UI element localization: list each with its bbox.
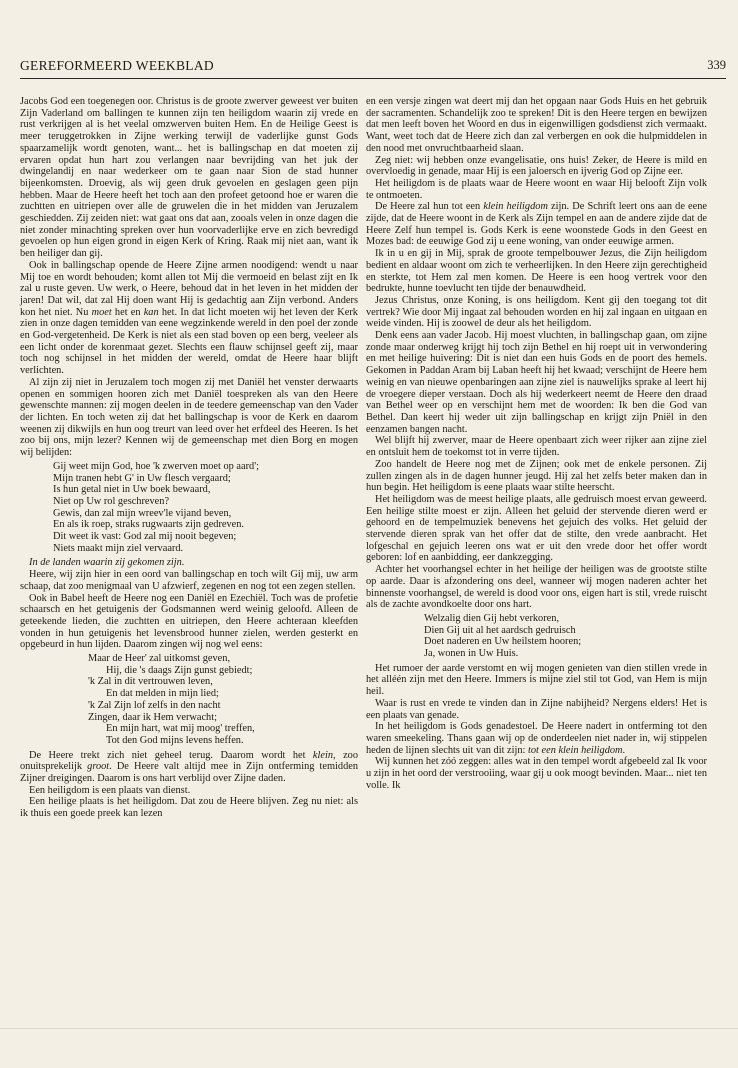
paragraph-text: Een heiligdom is een plaats van dienst. (29, 784, 191, 796)
poem-line: En dat melden in mijn lied; (106, 688, 219, 700)
paragraph (20, 593, 358, 652)
poem-line: Gij weet mijn God, hoe 'k zwerven moet op aard'; (53, 460, 259, 472)
page-number: 339 (707, 58, 726, 72)
paragraph-text: zijn. De Schrift leert ons aan de eene zijde, dat de Heere woont in de Kerk als Zijn tempel en aan de andere zijde dat de Heere Zelf hun tempel is. Gods Kerk is eene woonstede Gods in den Geest en Mozes bad: de eeuwige God zij u eene woning, van onder eeuwige armen. (366, 201, 707, 248)
paragraph (366, 721, 707, 756)
paragraph (366, 698, 707, 721)
poem-line: Tot den God mijns levens heffen. (106, 734, 244, 746)
paragraph-text: Het heiligdom is de plaats waar de Heere woont en waar Hij belooft Zijn volk te ontmoeten. (366, 177, 707, 201)
paragraph-text: het en (111, 306, 144, 318)
paragraph (20, 796, 358, 819)
left-column (20, 96, 358, 820)
poem-stanza (20, 461, 358, 555)
poem-line: Zingen, daar ik Hem verwacht; (88, 711, 217, 723)
poem-line: Mijn tranen hebt G' in Uw flesch vergaard; (53, 472, 231, 484)
paragraph (366, 330, 707, 435)
paragraph (20, 750, 358, 785)
paragraph (366, 494, 707, 564)
paragraph (366, 201, 707, 248)
italic-text: kan (143, 306, 159, 318)
poem-line: Dien Gij uit al het aardsch gedruisch (424, 624, 576, 636)
paragraph-text: De Heere zal hun tot een (375, 201, 484, 213)
paragraph (20, 377, 358, 459)
italic-text: tot een klein heiligdom (528, 744, 623, 756)
paragraph-text: Achter het voorhangsel echter in het heilige der heiligen was de grootste stilte op aarde. Daar is afzondering ons deel, wanneer wij mogen naderen achter het binnenste voorhangsel, de wereld is dood voor ons, eigen hart is stil, vrede ruischt als de zachte avondkoelte door ons hart. (366, 564, 707, 611)
paragraph-text: Zeg niet: wij hebben onze evangelisatie, ons huis! Zeker, de Heere is mild en overvloedig in genade, maar Hij is een jaloersch en ijverig God op Zijne eer. (366, 154, 707, 178)
poem-line: Welzalig dien Gij hebt verkoren, (424, 612, 560, 624)
paragraph-text: Heere, wij zijn hier in een oord van ballingschap en toch wilt Gij mij, uw arm schaap, dat zoo menigmaal van U afzwierf, zegenen en nog tot een zegen stellen. (20, 569, 358, 592)
paragraph-text: Ook in Babel heeft de Heere nog een Daniël en Ezechiël. Toch was de profetie schaarsch en het getuigenis der Godsmannen werd weinig geloofd. Alleen de geteekende lieden, die zuchtten en uitriepen, den Heere achteraan kleefden vonden in hun getuigenis het levensbrood hunner zielen, werden gesterkt en opgebeurd in hun lijden. Daarom zingen wij nog wel eens: (20, 592, 358, 651)
italic-text: klein (312, 749, 334, 761)
poem-line: Niets maakt mijn ziel vervaard. (53, 542, 184, 554)
paragraph-text: Ook in ballingschap opende de Heere Zijne armen noodigend: wendt u naar Mij toe en wordt behouden; komt allen tot Mij die vermoeid en belast zijt en Ik zal u ruste geven. Uw werk, o Heere, behoud dat in het leven in het midden der jaren! Dat wil, dat zal Hij doen want Hij is gedachtig aan Zijn verbond. Anders kon het niet. Nu (20, 259, 358, 318)
poem-line: Maar de Heer' zal uitkomst geven, (88, 653, 231, 665)
paragraph-text: Zoo handelt de Heere nog met de Zijnen; ook met de enkele personen. Zij zullen zingen als in de dagen hunner jeugd. Hij zal het zelfs beter maken dan in hun begin. Het heiligdom is eene plaats waar stilte heerscht. (366, 458, 707, 494)
paragraph-text: Jezus Christus, onze Koning, is ons heiligdom. Kent gij den toegang tot dit vertrek? Wie door Mij ingaat zal behouden worden en hij zal ingaan en uitgaan en weide vinden. Hij is zoowel de deur als het heiligdom. (366, 294, 707, 330)
paragraph (20, 96, 358, 260)
page-header (20, 56, 726, 79)
paragraph (366, 295, 707, 330)
paragraph-text: Wij kunnen het zóó zeggen: alles wat in den tempel wordt afgebeeld zal Ik voor u zijn in het oord der verstrooiing, waar gij u ook moogt bevinden. Maar... niet ten volle. Ik (366, 756, 707, 791)
paragraph-text: . De Heere valt altijd mee in Zijn ontferming temidden Zijner dreigingen. Daarom is ons hart verblijd over Zijne daden. (20, 761, 358, 785)
poem-line: 'k Zal Zijn lof zelfs in den nacht (88, 699, 221, 711)
paragraph-text: . (622, 744, 626, 756)
paragraph-text: Waar is rust en vrede te vinden dan in Zijne nabijheid? Nergens elders! Het is een plaats van genade. (366, 697, 707, 721)
poem-line: Ja, wonen in Uw Huis. (424, 648, 519, 660)
poem-line: Doet naderen en Uw heilstem hooren; (424, 636, 582, 648)
paragraph (20, 260, 358, 377)
paragraph-text: en een versje zingen wat deert mij dan het opgaan naar Gods Huis en het gebruik der sacramenten. Schandelijk zoo te spreken! Dit is den Heere tergen en bewijzen dat men leeft boven het Woord en dus in eigenwilligen godsdienst zich vermaakt. Want, weet toch dat de Heere zich dan zal verbergen en ook die hulpmiddelen in den nood met onvruchtbaarheid slaan. (366, 96, 707, 154)
paragraph-text: In het heiligdom is Gods genadestoel. De Heere nadert in ontferming tot den waren smeekeling. Thans gaan wij op de onderdeelen niet nader in, wij stippelen heden de lijnen slechts uit van dit zijn: (366, 721, 707, 756)
paragraph (366, 459, 707, 494)
paragraph-text: De Heere trekt zich niet geheel terug. Daarom wordt het (29, 749, 313, 761)
paragraph (366, 248, 707, 295)
publication-title: GEREFORMEERD WEEKBLAD (20, 58, 214, 73)
poem-line: Dit weet ik vast: God zal mij nooit begeven; (53, 531, 237, 543)
paragraph (366, 178, 707, 201)
paragraph-text: Een heilige plaats is het heiligdom. Dat zou de Heere blijven. Zeg nu niet: als ik thuis een goede preek kan lezen (20, 796, 358, 820)
paragraph (20, 785, 358, 797)
paragraph-text: Het rumoer der aarde verstomt en wij mogen genieten van dien stillen vrede in het alléén zijn met den Heere. Immers is mijne ziel stil tot God, van Hem is mijn heil. (366, 662, 707, 698)
poem-stanza (20, 653, 358, 747)
italic-text: moet (91, 306, 112, 318)
paragraph (20, 569, 358, 592)
italic-text: klein heiligdom (483, 201, 548, 213)
poem-stanza (366, 613, 707, 660)
poem-line: 'k Zal in dit vertrouwen leven, (88, 676, 213, 688)
paragraph (366, 756, 707, 791)
paragraph-text: Wel blijft hij zwerver, maar de Heere openbaart zich weer rijker aan zijne ziel en ontsluit hem de toekomst tot in verre tijden. (366, 435, 707, 459)
paragraph (366, 155, 707, 178)
poem-line: Niet op Uw rol geschreven? (53, 495, 170, 507)
page-bottom-edge (0, 1028, 738, 1029)
poem-line: En als ik roep, straks rugwaarts zijn gedreven. (53, 519, 245, 531)
paragraph-text: , zoo onuitsprekelijk (20, 749, 359, 773)
italic-text: groot (87, 761, 110, 773)
paragraph-text: Al zijn zij niet in Jeruzalem toch mogen zij met Daniël het venster derwaarts openen en sommigen hooren zich met Daniël toespreken als van den Heere gewenschte mannen: zij mogen deelen in de teedere gemeenschap van den Vader der lichten. En toch weten zij dat het ballingschap is voor de Kerk en daarom weenen zij dikwijls en hun oog treurt van leed over het erfdeel des Heeren. Is het zoo bij ons, mijn lezer? Kennen wij de gemeenschap met dien Borg en mogen wij belijden: (20, 376, 358, 459)
paragraph (366, 96, 707, 155)
paragraph-text: het. In dat licht moeten wij het leven der Kerk zien in onze dagen temidden van eene wegzinkende wereld in den poel der zonde en God-vergetenheid. De Kerk is niet als een stad boven op een berg, veeleer als een licht onder de korenmaat gezet. Slechts een flauw schijnsel geeft zij, maar toch nog schijnsel in het midden der wereld, omdat de Heere haar blijft verlichten. (20, 306, 358, 377)
right-column (366, 96, 707, 791)
poem-line: Hij, die 's daags Zijn gunst gebiedt; (106, 664, 253, 676)
paragraph-text: Ik in u en gij in Mij, sprak de groote tempelbouwer Jezus, die Zijn heiligdom bedient en aldaar woont om zich te verheerlijken. In den Heere zijn gerechtigheid en sterkte, tot Hem zal men komen. De Heere is een hoog vertrek voor den bedrukte, hunne toevlucht ten tijde der benauwdheid. (366, 248, 707, 295)
poem-line: En mijn hart, wat mij moog' treffen, (106, 723, 255, 735)
poem-line: Gewis, dan zal mijn wreev'le vijand beven, (53, 507, 232, 519)
paragraph-text: Denk eens aan vader Jacob. Hij moest vluchten, in ballingschap gaan, om zijne zonde maar onderweg krijgt hij toch zijn Bethel en hij roept uit in verwondering en met heilige huivering: Dit is niet dan een huis Gods en de poort des hemels. Gekomen in Paddan Aram bij Laban heeft hij het kwaad; verschijnt de Heere hem weinig en van nieuwe openbaringen aan zijne ziel is nauwelijks sprake al leert hij de vroegere dieper verstaan. Doch als hij wederkeert neemt de Heere den draad van Bethel weer op en verschijnt hem met de woorden: Ik ben die God van Bethel. Dan keert hij weder uit zijn ballingschap en krijgt zijn Pniël in den eenzamen bangen nacht. (366, 330, 707, 435)
paragraph-text: Jacobs God een toegenegen oor. Christus is de groote zwerver geweest ver buiten Zijn Vaderland om ballingen te kunnen zijn ten heiligdom waarin zij vrede en rust verkrijgen al is het veelal omzwerven buiten Hem. En de Heilige Geest is meer teruggetrokken in Zijne werking terwijl de vaderlijke gunst Gods spaarzamelijk wordt genoten, want... het is ballingschap en dat moeten zij ervaren opdat hun hart zou verlangen naar bevrijding van het juk der dwingelandij en naar wederkeer om te gaan naar Sion de stad hunner bijeenkomsten. Droevig, als wij geen druk gevoelen en geslagen geen pijn hebben. Maar de Heere heeft het toch aan den profeet getoond hoe er waren die zuchtten en uitriepen over alle de gruwelen die in het midden van Jeruzalem geschiedden. Zij zeiden niet: wat gaat ons dat aan, zooals velen in onze dagen die niet zonder minachting spreken over hun voorvaderlijke erve en zich bevredigd gevoelen op hun eigen grond in eigen Kerk of Kring. Raak mij niet aan, want ik ben heiliger dan gij. (20, 96, 358, 260)
paragraph (366, 663, 707, 698)
poem-line: Is hun getal niet in Uw boek bewaard, (53, 484, 211, 496)
paragraph-text: Het heiligdom was de meest heilige plaats, alle gedruisch moest ervan geweerd. Een heilige stilte moest er zijn. Alleen het geluid der stervende dieren werd er gehoord en de tempelmuziek benevens het gejuich des volks. Het geluid der stervende dieren sprak van het offer dat de stilte, den vrede aanbracht. Het lofgeschal en gejuich leeren ons wat er uit den vrede door het offer wordt geboren: lof en aanbidding, eer dankzegging. (366, 493, 707, 564)
paragraph (366, 564, 707, 611)
section-heading: In de landen waarin zij gekomen zijn. (29, 557, 185, 569)
paragraph (366, 435, 707, 458)
